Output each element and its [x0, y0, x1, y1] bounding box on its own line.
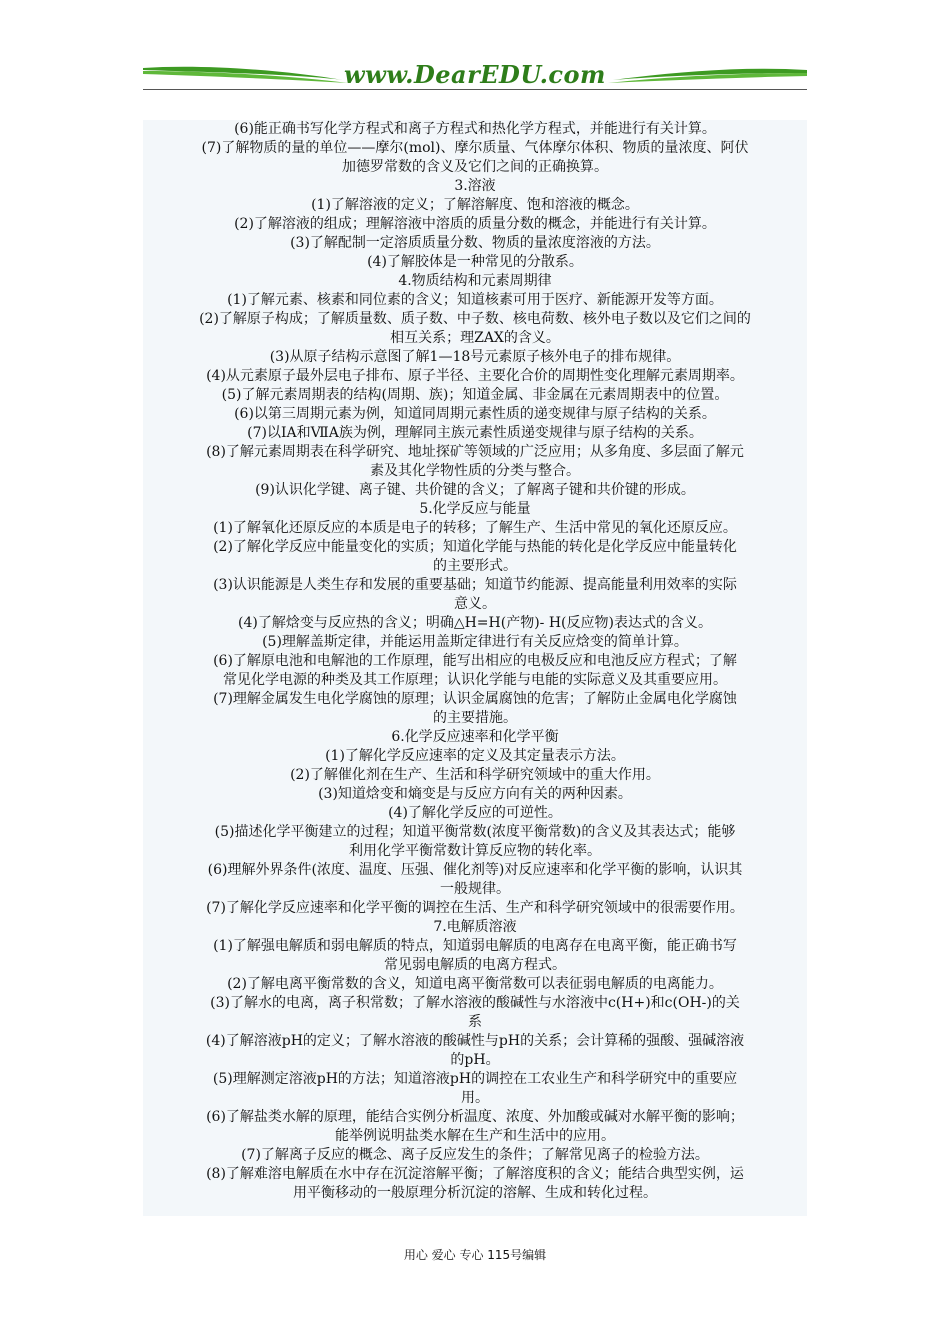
text-line: (4)了解胶体是一种常见的分散系。	[367, 254, 583, 270]
text-line: 的主要形式。	[433, 558, 517, 574]
text-line: (4)了解焓变与反应热的含义；明确△H=H(产物)- H(反应物)表达式的含义。	[238, 615, 712, 631]
text-line: 加德罗常数的含义及它们之间的正确换算。	[342, 159, 608, 175]
text-line: (7)了解离子反应的概念、离子反应发生的条件；了解常见离子的检验方法。	[241, 1147, 709, 1163]
text-line: 用。	[461, 1090, 489, 1106]
text-line: (6)了解原电池和电解池的工作原理，能写出相应的电极反应和电池反应方程式；了解	[213, 653, 737, 669]
text-line: (5)理解测定溶液pH的方法；知道溶液pH的调控在工农业生产和科学研究中的重要应	[212, 1071, 738, 1087]
text-line: 相互关系；理ZAX的含义。	[390, 330, 560, 346]
text-line: 3.溶液	[454, 178, 496, 194]
text-line: (4)了解化学反应的可逆性。	[388, 805, 562, 821]
text-line: (3)了解配制一定溶质质量分数、物质的量浓度溶液的方法。	[290, 235, 660, 251]
text-line: (1)了解溶液的定义；了解溶解度、饱和溶液的概念。	[311, 197, 639, 213]
text-line: (5)了解元素周期表的结构(周期、族)；知道金属、非金属在元素周期表中的位置。	[221, 387, 729, 403]
text-line: (1)了解元素、核素和同位素的含义；知道核素可用于医疗、新能源开发等方面。	[227, 292, 723, 308]
text-line: (1)了解氧化还原反应的本质是电子的转移；了解生产、生活中常见的氧化还原反应。	[213, 520, 737, 536]
text-line: (2)了解溶液的组成；理解溶液中溶质的质量分数的概念，并能进行有关计算。	[234, 216, 716, 232]
text-line: 利用化学平衡常数计算反应物的转化率。	[349, 843, 601, 859]
text-line: (6)理解外界条件(浓度、温度、压强、催化剂等)对反应速率和化学平衡的影响，认识其	[207, 862, 743, 878]
text-line: (9)认识化学键、离子键、共价键的含义；了解离子键和共价键的形成。	[255, 482, 695, 498]
text-line: (8)了解难溶电解质在水中存在沉淀溶解平衡；了解溶度积的含义；能结合典型实例，运	[206, 1166, 744, 1182]
text-line: (3)知道焓变和熵变是与反应方向有关的两种因素。	[318, 786, 632, 802]
text-line: (2)了解原子构成；了解质量数、质子数、中子数、核电荷数、核外电子数以及它们之间的	[199, 311, 751, 327]
text-line: (3)从原子结构示意图了解1—18号元素原子核外电子的排布规律。	[269, 349, 681, 365]
text-line: 常见化学电源的种类及其工作原理；认识化学能与电能的实际意义及其重要应用。	[223, 672, 727, 688]
text-line: 6.化学反应速率和化学平衡	[391, 729, 559, 745]
text-line: (4)从元素原子最外层电子排布、原子半径、主要化合价的周期性变化理解元素周期率。	[206, 368, 744, 384]
header-divider	[143, 89, 807, 90]
text-line: (6)以第三周期元素为例，知道同周期元素性质的递变规律与原子结构的关系。	[234, 406, 716, 422]
text-line: (5)描述化学平衡建立的过程；知道平衡常数(浓度平衡常数)的含义及其表达式；能够	[214, 824, 736, 840]
text-line: 意义。	[454, 596, 496, 612]
text-line: (7)了解化学反应速率和化学平衡的调控在生活、生产和科学研究领域中的很需要作用。	[206, 900, 744, 916]
text-line: (2)了解催化剂在生产、生活和科学研究领域中的重大作用。	[290, 767, 660, 783]
text-line: (6)能正确书写化学方程式和离子方程式和热化学方程式，并能进行有关计算。	[234, 121, 716, 137]
document-body	[143, 120, 807, 1216]
text-line: 4.物质结构和元素周期律	[398, 273, 552, 289]
text-line: (6)了解盐类水解的原理，能结合实例分析温度、浓度、外加酸或碱对水解平衡的影响；	[206, 1109, 744, 1125]
text-line: 一般规律。	[440, 881, 510, 897]
text-line: 系	[468, 1014, 482, 1030]
text-line: (7)以IA和ⅦA族为例，理解同主族元素性质递变规律与原子结构的关系。	[247, 425, 703, 441]
text-line: (4)了解溶液pH的定义；了解水溶液的酸碱性与pH的关系；会计算稀的强酸、强碱溶液	[205, 1033, 745, 1049]
text-line: 素及其化学物性质的分类与整合。	[370, 463, 580, 479]
text-line: 能举例说明盐类水解在生产和生活中的应用。	[335, 1128, 615, 1144]
text-line: 5.化学反应与能量	[419, 501, 531, 517]
text-line: (7)了解物质的量的单位——摩尔(mol)、摩尔质量、气体摩尔体积、物质的量浓度、阿伏	[201, 140, 749, 156]
text-line: 用平衡移动的一般原理分析沉淀的溶解、生成和转化过程。	[293, 1185, 657, 1201]
text-line: (2)了解化学反应中能量变化的实质；知道化学能与热能的转化是化学反应中能量转化	[213, 539, 737, 555]
text-line: (2)了解电离平衡常数的含义，知道电离平衡常数可以表征弱电解质的电离能力。	[227, 976, 723, 992]
text-line: (3)认识能源是人类生存和发展的重要基础；知道节约能源、提高能量利用效率的实际	[213, 577, 737, 593]
text-line: (7)理解金属发生电化学腐蚀的原理；认识金属腐蚀的危害；了解防止金属电化学腐蚀	[213, 691, 737, 707]
page-header	[143, 58, 807, 94]
text-line: (1)了解化学反应速率的定义及其定量表示方法。	[325, 748, 625, 764]
text-line: (3)了解水的电离，离子积常数；了解水溶液的酸碱性与水溶液中c(H+)和c(OH-)的关	[210, 995, 740, 1011]
text-line: (1)了解强电解质和弱电解质的特点，知道弱电解质的电离存在电离平衡，能正确书写	[213, 938, 737, 954]
site-logo-text[interactable]: www.DearEDU.com	[344, 60, 606, 89]
text-line: 的主要措施。	[433, 710, 517, 726]
text-line: (5)理解盖斯定律，并能运用盖斯定律进行有关反应焓变的简单计算。	[262, 634, 688, 650]
text-line: (8)了解元素周期表在科学研究、地址探矿等领域的广泛应用；从多角度、多层面了解元	[206, 444, 744, 460]
text-line: 常见弱电解质的电离方程式。	[384, 957, 566, 973]
text-line: 7.电解质溶液	[433, 919, 517, 935]
page-footer: 用心 爱心 专心 115号编辑	[403, 1248, 547, 1262]
text-line: 的pH。	[450, 1052, 500, 1068]
